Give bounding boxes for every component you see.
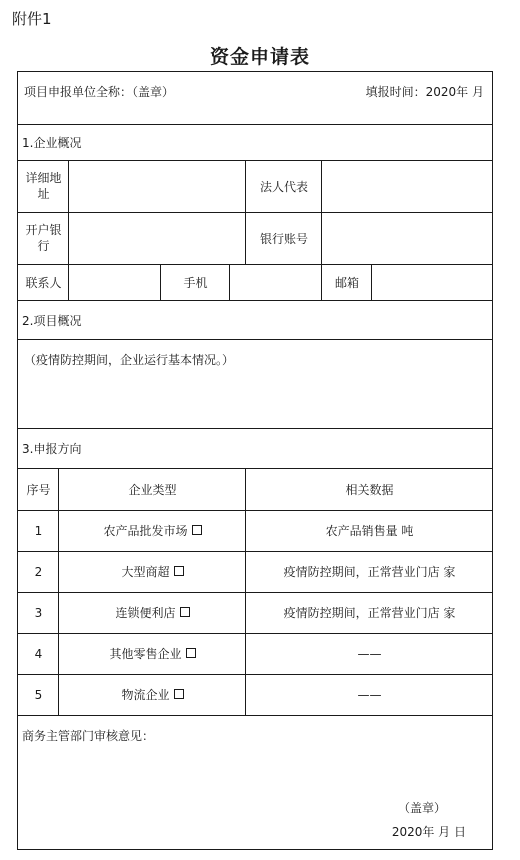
legal-rep-label-cell [245,160,322,213]
table-row-1-no [17,510,59,552]
phone-field[interactable] [229,264,322,301]
bank-label: 开户银 [25,223,62,237]
section-1-header [17,124,493,161]
section-2-title: 2.项目概况 [22,314,82,328]
table-row-3-data [245,592,493,634]
bank-field[interactable] [68,212,246,265]
col-no-header [17,468,59,511]
table-row-2-type [58,551,246,593]
address-label-2: 址 [37,187,50,201]
row-type: 其他零售企业 [109,647,182,661]
row-data: 疫情防控期间，正常营业门店 家 [283,606,456,620]
table-row-1-data [245,510,493,552]
table-row-5-type [58,674,246,716]
address-label: 详细地 [25,171,62,185]
header-row [17,71,493,125]
table-row-2-no [17,551,59,593]
table-row-5-data [245,674,493,716]
fill-time: 填报时间：2020年 月 [365,85,484,99]
project-overview-field[interactable] [17,339,493,429]
review-seal: （盖章） [397,801,446,815]
section-2-header [17,300,493,340]
unit-label: 项目申报单位全称：（盖章） [24,85,175,99]
table-row-5-no [17,674,59,716]
table-row-4-data [245,633,493,675]
col-no-label: 序号 [26,483,51,497]
type-checkbox[interactable] [186,648,196,658]
table-row-3-no [17,592,59,634]
email-label-cell [321,264,372,301]
col-type-header [58,468,246,511]
table-row-4-no [17,633,59,675]
col-type-label: 企业类型 [128,483,177,497]
row-no: 4 [34,647,43,661]
phone-label-cell [160,264,230,301]
contact-label: 联系人 [25,276,62,290]
section-3-header [17,428,493,469]
project-overview-note: （疫情防控期间，企业运行基本情况。） [24,353,235,367]
row-data: 农产品销售量 吨 [325,524,414,538]
review-section[interactable] [17,715,493,850]
table-row-2-data [245,551,493,593]
row-type: 农产品批发市场 [103,524,188,538]
bank-label-cell [17,212,69,265]
table-row-4-type [58,633,246,675]
legal-rep-label: 法人代表 [259,180,308,194]
review-date: 2020年 月 日 [391,825,466,839]
row-type: 大型商超 [121,565,170,579]
row-type: 物流企业 [121,688,170,702]
legal-rep-field[interactable] [321,160,493,213]
review-label: 商务主管部门审核意见： [22,729,155,743]
bank-account-label: 银行账号 [259,232,308,246]
attachment-label: 附件1 [12,10,52,28]
row-data: —— [357,688,382,702]
type-checkbox[interactable] [174,689,184,699]
page-title: 资金申请表 [209,46,310,68]
type-checkbox[interactable] [174,566,184,576]
contact-field[interactable] [68,264,161,301]
table-row-3-type [58,592,246,634]
col-data-header [245,468,493,511]
table-row-1-type [58,510,246,552]
bank-account-label-cell [245,212,322,265]
row-no: 2 [34,565,43,579]
bank-account-field[interactable] [321,212,493,265]
row-type: 连锁便利店 [115,606,176,620]
section-1-title: 1.企业概况 [22,136,82,150]
bank-label-2: 行 [37,239,50,253]
email-field[interactable] [371,264,493,301]
row-no: 5 [34,688,43,702]
email-label: 邮箱 [334,276,359,290]
section-3-title: 3.申报方向 [22,442,82,456]
row-no: 3 [34,606,43,620]
row-no: 1 [34,524,43,538]
address-field[interactable] [68,160,246,213]
type-checkbox[interactable] [192,525,202,535]
row-data: —— [357,647,382,661]
address-label-cell [17,160,69,213]
type-checkbox[interactable] [180,607,190,617]
phone-label: 手机 [183,276,208,290]
row-data: 疫情防控期间，正常营业门店 家 [283,565,456,579]
contact-label-cell [17,264,69,301]
col-data-label: 相关数据 [345,483,394,497]
